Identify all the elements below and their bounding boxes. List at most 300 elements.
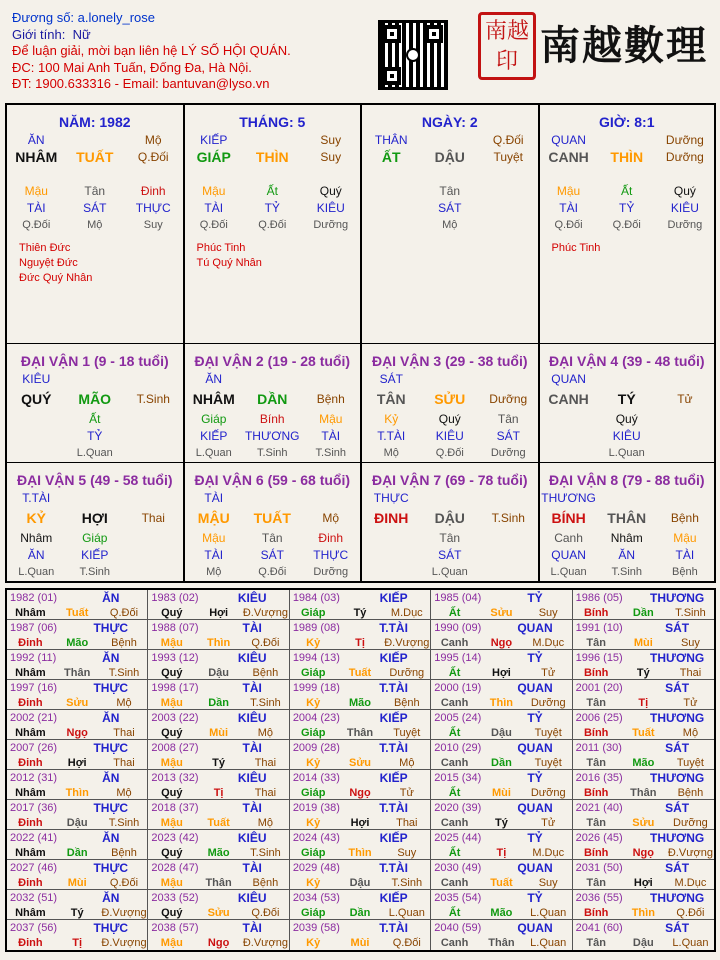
year-god: SÁT [665,620,690,635]
year-line-top [431,740,571,755]
year-label: 1984 (03) [292,591,340,604]
year-line-bottom [573,635,714,650]
year-label: 1993 (12) [151,651,199,664]
year-row [7,800,714,830]
year-phase: Suy [538,606,558,619]
hidden-god: TÀI [204,547,224,562]
hidden-god: KIÊU [612,428,641,443]
year-line-top [7,740,147,755]
year-stem: Ất [448,606,461,619]
hidden-stem: Quý [319,183,342,198]
year-phase: Đ.Vượng [667,846,714,859]
daivan-god-line [7,489,183,506]
year-cell [290,650,431,679]
year-cell [148,890,289,919]
hidden-god: SÁT [496,428,520,443]
hidden-god: QUAN [551,547,586,562]
year-line-top [290,710,430,725]
year-cell [7,590,148,619]
daivan-cell [185,344,363,462]
daivan-god-line [362,370,538,387]
year-stem: Ất [448,726,461,739]
year-phase: Mộ [116,786,132,799]
year-line-bottom [431,845,571,860]
year-branch: Thìn [65,786,89,799]
year-line-top [290,620,430,635]
year-line-bottom [148,935,288,950]
year-cell [7,680,148,709]
year-god: KIẾP [379,830,408,845]
year-stem: Mậu [160,636,183,649]
year-god: ĂN [102,830,120,845]
year-god: SÁT [665,800,690,815]
year-cell [431,590,572,619]
year-line-bottom [148,665,288,680]
daivan.7-hidden-gods [540,546,715,563]
year-phase: Q.Đối [251,906,280,919]
daivan-title: ĐẠI VẬN 8 (79 - 88 tuổi) [548,472,705,488]
hidden-phase: T.Sinh [611,565,643,578]
year-phase: Dưỡng [673,816,708,829]
daivan-stem: ĐINH [374,509,409,526]
year-line-bottom [7,935,147,950]
year-stem: Kỷ [306,816,321,829]
year-line-top [290,650,430,665]
hidden-phase: L.Quan [550,565,587,578]
daivan-title: ĐẠI VẬN 5 (49 - 58 tuổi) [16,472,173,488]
year-god: QUAN [517,620,553,635]
year-line-top [7,800,147,815]
year-phase: Thai [113,726,135,739]
year-god: KIÊU [237,830,267,845]
year-cell [148,920,289,950]
year-phase: Mộ [116,696,132,709]
year-branch: Mùi [350,936,370,949]
year-phase: T.Sinh [250,696,281,709]
hidden-stem: Tân [261,530,283,545]
year-cell [290,590,431,619]
year-line-top [148,770,288,785]
pillars.3-hidden-phases [540,216,715,233]
year-god: SÁT [665,860,690,875]
year-line-bottom [148,815,288,830]
year-label: 2037 (56) [10,921,58,934]
pillars.1-hidden-stems [185,182,361,199]
year-god: TÀI [242,740,262,755]
owner-label: Đương số: [12,10,75,25]
year-branch: Dần [349,906,371,919]
year-god: KIẾP [379,770,408,785]
year-line-top [7,860,147,875]
daivan-phase: Mộ [322,510,340,525]
year-cell [290,680,431,709]
year-stem: Tân [586,816,606,829]
hidden-phase: Dưỡng [313,565,349,578]
year-phase: Tử [541,666,556,679]
year-phase: T.Sinh [250,846,281,859]
daivan-god: QUAN [551,371,586,386]
year-line-bottom [431,665,571,680]
hidden-stem: Kỷ [384,411,399,426]
year-stem: Bính [583,666,609,679]
hidden-god: THỰC [313,547,349,562]
year-line-bottom [290,905,430,920]
year-god: ĂN [102,710,120,725]
year-line-top [431,890,571,905]
year-phase: Dưỡng [530,786,566,799]
year-label: 2021 (40) [575,801,623,814]
year-cell [431,710,572,739]
year-god: T.TÀI [379,620,408,635]
pillar-branch-phase: Q.Đối [137,149,169,164]
year-label: 2025 (44) [434,831,482,844]
year-phase: L.Quan [530,906,567,919]
daivan-cell [185,463,363,581]
year-line-bottom [573,695,714,710]
year-god: ĂN [102,650,120,665]
daivan-god-line [7,370,183,387]
year-stem: Quý [161,726,183,739]
hidden-god: SÁT [83,200,107,215]
year-god: ĂN [102,770,120,785]
stem-branch-line [540,148,715,165]
hidden-phase: Mộ [87,218,103,231]
year-line-bottom [573,605,714,620]
pillars.0-hidden-gods [7,199,183,216]
year-branch: Hợi [350,816,370,829]
year-branch: Sửu [348,756,372,769]
year-label: 1988 (07) [151,621,199,634]
year-label: 2033 (52) [151,891,199,904]
year-stem: Ất [448,786,461,799]
year-line-bottom [290,815,430,830]
year-stem: Mậu [160,876,183,889]
daivan-stem-line [362,387,538,410]
star-item: Phúc Tinh [196,242,246,254]
hidden-phase: Dưỡng [313,218,349,231]
year-branch: Ngọ [66,726,88,739]
year-label: 2004 (23) [292,711,340,724]
year-row [7,830,714,860]
year-stem: Quý [161,666,183,679]
god-line [540,131,715,148]
year-stem: Quý [161,786,183,799]
pillars.0-hidden-phases [7,216,183,233]
stem-branch-line [185,148,361,165]
year-stem: Đinh [18,936,43,949]
year-branch: Tuất [65,606,89,619]
year-line-bottom [290,695,430,710]
daivan.5-hidden-gods [185,546,361,563]
year-line-top [7,680,147,695]
year-branch: Thìn [631,906,655,919]
year-line-bottom [148,905,288,920]
year-line-bottom [148,845,288,860]
pillar-branch: TUẤT [76,148,114,165]
daivan-god: KIÊU [22,371,51,386]
year-cell [290,920,431,950]
daivan-title: ĐẠI VẬN 1 (9 - 18 tuổi) [20,353,169,369]
daivan-row-1 [7,344,714,463]
year-line-bottom [431,935,571,950]
year-cell [148,710,289,739]
hidden-phase: T.Sinh [315,446,347,459]
owner-info [12,10,291,93]
year-branch: Sửu [207,906,230,919]
gender-value: Nữ [72,26,91,42]
year-stem: Canh [440,936,469,949]
hidden-god: KIÊU [316,200,345,215]
year-line-bottom [7,875,147,890]
pillar-stem: NHÂM [15,148,58,165]
daivan-cell [540,344,715,462]
year-stem: Quý [161,846,183,859]
daivan-stem: QUÝ [21,390,52,407]
year-line-bottom [290,725,430,740]
year-cell [431,740,572,769]
year-phase: M.Dục [532,846,565,859]
year-label: 1987 (06) [10,621,58,634]
year-branch: Thìn [206,636,231,649]
year-stem: Kỷ [306,696,321,709]
year-god: KIẾP [379,710,408,725]
hidden-stem: Mậu [24,183,48,198]
year-god: TÀI [242,860,262,875]
year-stem: Nhâm [15,786,46,799]
hidden-stem: Tân [439,183,461,198]
year-label: 2034 (53) [292,891,340,904]
year-branch: Ngọ [490,636,513,649]
hidden-god: TỶ [87,428,103,443]
hidden-phase: Q.Đối [258,218,287,231]
year-label: 2008 (27) [151,741,199,754]
year-line-bottom [573,755,714,770]
year-branch: Dậu [491,726,512,739]
brand-logo: 南越數理 [540,22,708,69]
year-cell [573,830,714,859]
year-phase: Tử [683,696,698,709]
daivan-god-line [540,370,715,387]
year-label: 2015 (34) [434,771,482,784]
year-god: THỰC [93,740,129,755]
pillar-stars [7,241,183,286]
year-line-bottom [7,695,147,710]
year-branch: Hợi [633,876,653,889]
year-stem: Nhâm [15,726,46,739]
year-cell [573,620,714,649]
hidden-stem: Quý [615,411,638,426]
year-god: TÀI [242,680,262,695]
year-label: 2024 (43) [292,831,340,844]
year-line-top [431,800,571,815]
year-cell [431,650,572,679]
year-cell [148,590,289,619]
year-god: THƯƠNG [650,650,705,665]
year-label: 2011 (30) [575,741,622,754]
year-stem: Đinh [18,696,43,709]
year-stem: Nhâm [15,846,46,859]
year-phase: M.Dục [674,876,707,889]
year-branch: Tị [355,636,365,649]
year-row [7,650,714,680]
year-stem: Nhâm [15,906,46,919]
hidden-phase: L.Quan [18,565,55,578]
year-cell [573,710,714,739]
daivan.1-hidden-gods [185,427,361,444]
year-cell [7,740,148,769]
year-phase: Dưỡng [389,666,425,679]
year-cell [431,830,572,859]
hidden-god: TỶ [619,200,635,215]
year-row [7,770,714,800]
daivan.3-hidden-phases [540,444,715,461]
year-phase: T.Sinh [675,606,706,619]
year-line-top [431,860,571,875]
year-label: 2023 (42) [151,831,199,844]
pillar-branch-phase: Tuyệt [493,149,524,164]
year-god: KIẾP [379,890,408,905]
hidden-stem: Quý [673,183,696,198]
year-stem: Kỷ [306,756,321,769]
year-line-top [148,710,288,725]
pillar-title: GIỜ: 8:1 [598,114,655,130]
year-line-top [573,830,714,845]
daivan-cell [7,463,185,581]
year-stem: Tân [586,756,606,769]
year-cell [573,920,714,950]
pillar-branch: THÌN [610,148,644,165]
year-god: SÁT [665,920,690,935]
year-stem: Bính [583,606,609,619]
year-stem: Đinh [18,636,43,649]
year-cell [573,680,714,709]
year-line-top [431,590,571,605]
hidden-stem: Tân [439,530,461,545]
year-line-top [148,620,288,635]
year-line-top [431,830,571,845]
year-god: TỶ [527,590,543,605]
year-line-top [148,740,288,755]
year-phase: Thai [254,756,277,769]
stem-branch-line [7,148,183,165]
daivan-cell [540,463,715,581]
year-cell [290,800,431,829]
year-label: 2032 (51) [10,891,58,904]
year-stem: Ất [448,846,461,859]
daivan-phase: Dưỡng [489,391,528,406]
year-line-bottom [7,725,147,740]
year-line-top [290,770,430,785]
year-phase: Suy [680,636,700,649]
daivan-branch: SỬU [434,390,466,407]
year-god: SÁT [665,740,690,755]
year-god: TÀI [242,800,262,815]
daivan-phase: Bệnh [316,391,345,406]
year-branch: Hợi [209,606,229,619]
pillar-title: NGÀY: 2 [421,114,478,130]
year-cell [431,680,572,709]
hidden-phase: Dưỡng [490,446,526,459]
daivan.4-hidden-gods [7,546,183,563]
year-phase: T.Sinh [391,876,423,889]
daivan-branch: MÃO [78,390,112,407]
year-label: 1985 (04) [434,591,482,604]
year-branch: Dậu [66,816,88,829]
pillar-branch: DẬU [434,148,465,165]
year-branch: Mùi [633,636,653,649]
year-line-top [7,620,147,635]
year-god: KIẾP [379,590,408,605]
star-item: Nguyệt Đức [19,257,78,269]
daivan-stem: MẬU [197,509,230,526]
hidden-god: TÀI [321,428,341,443]
daivan-stem: TÂN [376,390,406,407]
year-god: TỶ [527,650,543,665]
year-branch: Mão [349,696,371,709]
daivan-title: ĐẠI VẬN 4 (39 - 48 tuổi) [548,353,705,369]
year-branch: Mùi [209,726,229,739]
year-line-bottom [573,905,714,920]
phone-email-line[interactable]: ĐT: 1900.633316 - Email: bantuvan@lyso.vn [12,76,270,91]
year-line-bottom [431,605,571,620]
year-stem: Canh [440,696,469,709]
hidden-god: THƯƠNG [244,428,300,443]
hidden-phase: Q.Đối [258,565,287,578]
year-line-top [431,680,571,695]
year-stem: Mậu [160,696,183,709]
daivan.2-hidden-stems [362,410,538,427]
hidden-phase: T.Sinh [256,446,288,459]
year-line-top [290,860,430,875]
pillar-cell [362,105,540,343]
year-branch: Tý [636,666,650,679]
year-god: THỰC [93,920,129,935]
year-label: 2016 (35) [575,771,623,784]
star-item: Thiên Đức [19,242,71,254]
year-label: 2001 (20) [575,681,623,694]
year-line-top [573,920,714,935]
year-phase: Suy [397,846,417,859]
year-label: 2014 (33) [292,771,340,784]
daivan-phase: T.Sinh [491,510,525,525]
year-label: 2007 (26) [10,741,58,754]
year-line-top [148,800,288,815]
year-label: 2017 (36) [10,801,58,814]
pillar-god: THÂN [374,132,408,147]
pillar-god: ĂN [27,132,45,147]
pillar-god: QUAN [551,132,586,147]
hidden-stem: Giáp [82,530,108,545]
daivan-god: THƯƠNG [541,490,596,505]
pillar-god-phase: Mộ [144,132,162,147]
year-god: THƯƠNG [650,590,705,605]
year-line-bottom [148,635,288,650]
year-phase: Thai [679,666,702,679]
year-line-top [573,890,714,905]
hidden-god: ĂN [27,547,45,562]
year-stem: Bính [583,846,609,859]
year-line-bottom [431,755,571,770]
year-branch: Thìn [489,696,514,709]
year-line-top [148,860,288,875]
year-label: 1991 (10) [575,621,623,634]
gap [185,165,361,182]
year-cell [431,800,572,829]
year-branch: Ngọ [207,936,230,949]
year-stem: Canh [440,816,469,829]
year-line-top [431,620,571,635]
daivan-title: ĐẠI VẬN 7 (69 - 78 tuổi) [371,472,528,488]
